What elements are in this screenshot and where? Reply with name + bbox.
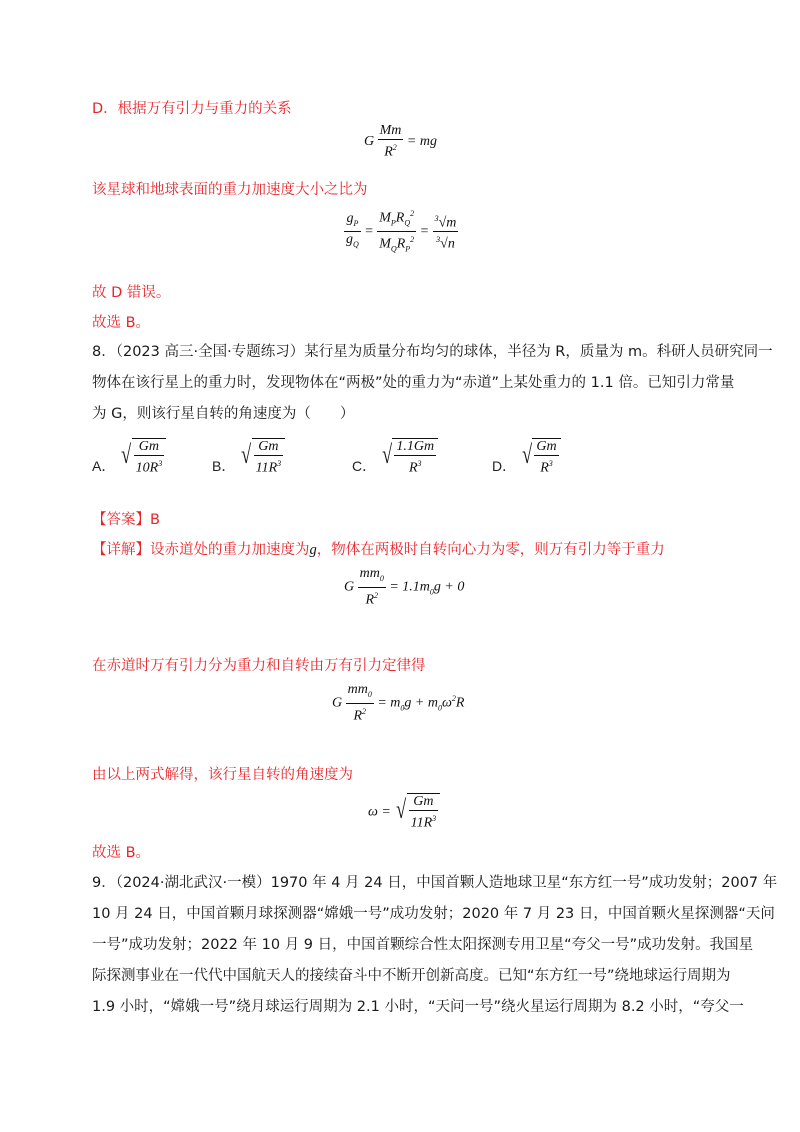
option-d[interactable]: D． √ $\frac{Gm}{R^3}$	[492, 438, 561, 477]
option-d-header: D．根据万有引力与重力的关系	[92, 101, 292, 117]
detail-rest: ，物体在两极时自转向心力为零，则万有引力等于重力	[316, 542, 665, 558]
detail-text: 设赤道处的重力加速度为	[150, 542, 310, 558]
detail-tag: 【详解】	[92, 542, 150, 558]
q9-line-4: 际探测事业在一代代中国航天人的接续奋斗中不断开创新高度。已知“东方红一号”绕地球运行周期为	[92, 968, 731, 984]
detail-line	[92, 540, 665, 560]
detail-g: g	[309, 542, 317, 558]
q9-line-3: 一号”成功发射；2022 年 10 月 9 日，中国首颗综合性太阳探测专用卫星“夸父一号”成功发射。我国星	[92, 937, 754, 953]
q9-line-5: 1.9 小时，“嫦娥一号”绕月球运行周期为 2.1 小时，“天问一号”绕火星运行周期为 8.2 小时，“夸父一	[92, 999, 744, 1015]
q8-line-2: 物体在该行星上的重力时，发现物体在“两极”处的重力为“赤道”上某处重力的 1.1 倍。已知引力常量	[92, 375, 735, 391]
ratio-formula: $\frac{g_P}{g_Q}$ = $\frac{M_PR_Q^2}{M_QR_P^2}$ = $\frac{^3√m}{^3√n}$	[344, 206, 458, 258]
equator-formula: G $\frac{mm_0}{R^2}$ = $m_0g + m_0\omega^2R$	[332, 682, 465, 724]
option-a[interactable]: A． √ $\frac{Gm}{10R^3}$	[92, 438, 166, 477]
q8-line-3: 为 G，则该行星自转的角速度为（ ）	[92, 406, 355, 422]
pole-gravity-formula: G $\frac{mm_0}{R^2}$ = $1.1m_0g + 0$	[344, 566, 465, 608]
answer-line: 【答案】B	[92, 512, 160, 528]
choose-b-2: 故选 B。	[92, 845, 151, 861]
q9-line-2: 10 月 24 日，中国首颗月球探测器“嫦娥一号”成功发射；2020 年 7 月 23 日，中国首颗火星探测器“天问	[92, 906, 775, 922]
equator-line: 在赤道时万有引力分为重力和自转由万有引力定律得	[92, 658, 426, 674]
d-wrong: 故 D 错误。	[92, 285, 171, 301]
ratio-intro: 该星球和地球表面的重力加速度大小之比为	[92, 182, 368, 198]
solve-line: 由以上两式解得，该行星自转的角速度为	[92, 767, 353, 783]
option-c[interactable]: C． √ $\frac{1.1Gm}{R^3}$	[352, 438, 438, 477]
q8-line-1: 8．（2023 高三·全国·专题练习）某行星为质量分布均匀的球体，半径为 R，质量为 m。科研人员研究同一	[92, 344, 773, 360]
gravity-formula: G $\frac{Mm}{R^2}$ = mg	[364, 123, 437, 160]
choose-b-1: 故选 B。	[92, 315, 151, 331]
option-b[interactable]: B． √ $\frac{Gm}{11R^3}$	[212, 438, 285, 477]
omega-formula: ω = √ $\frac{Gm}{11R^3}$	[368, 793, 440, 832]
q9-line-1: 9．（2024·湖北武汉·一模）1970 年 4 月 24 日，中国首颗人造地球卫星“东方红一号”成功发射；2007 年	[92, 875, 778, 891]
